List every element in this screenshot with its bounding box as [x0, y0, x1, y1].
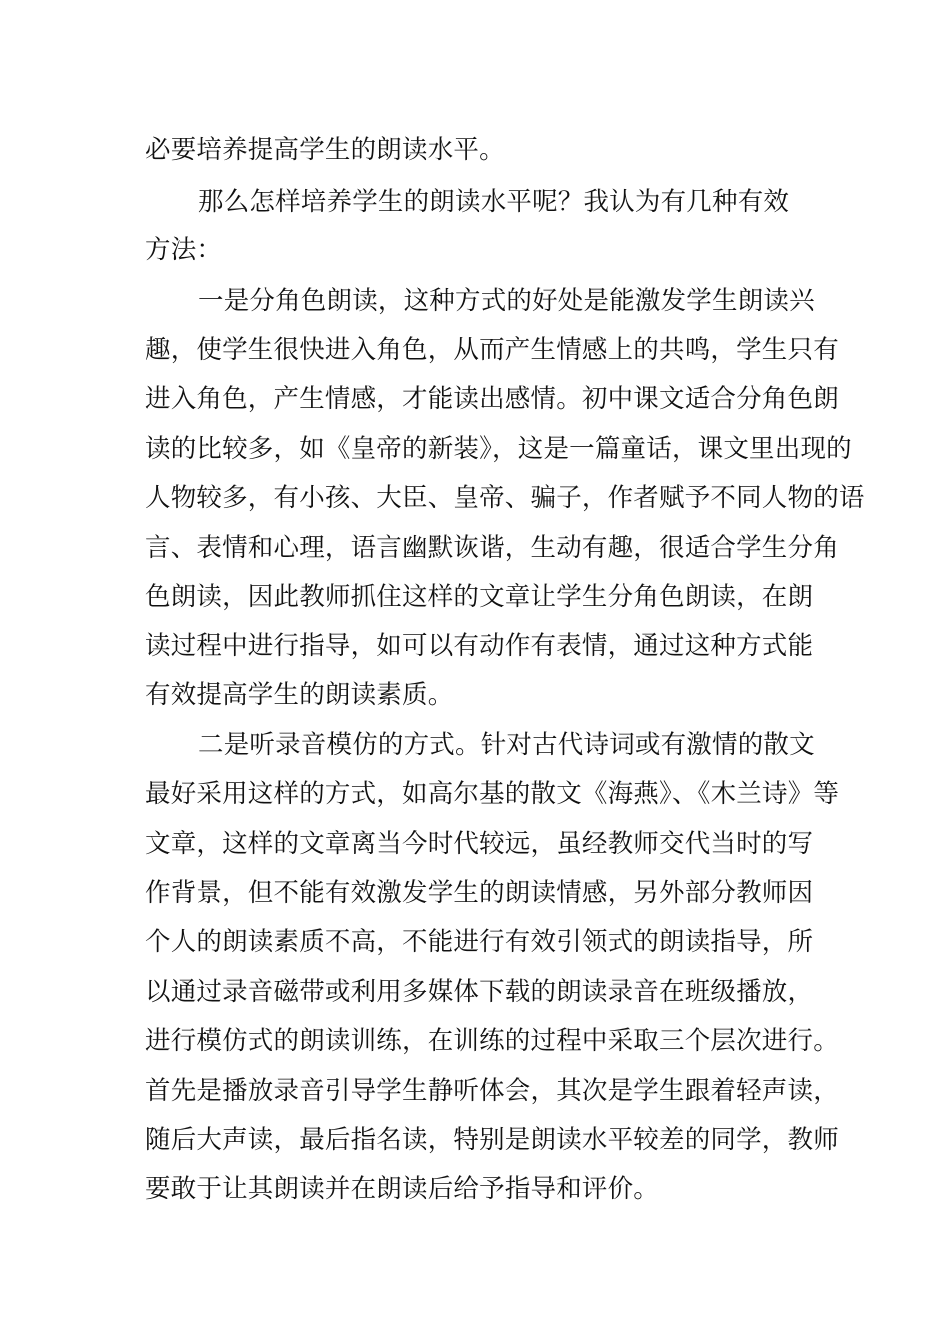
text-line: 随后大声读，最后指名读，特别是朗读水平较差的同学，教师 [145, 1125, 839, 1155]
paragraph-start-line: 一是分角色朗读，这种方式的好处是能激发学生朗读兴 [198, 286, 815, 316]
text-line: 文章，这样的文章离当今时代较远，虽经教师交代当时的写 [145, 829, 814, 859]
text-line: 要敢于让其朗读并在朗读后给予指导和评价。 [145, 1174, 660, 1204]
text-line: 以通过录音磁带或利用多媒体下载的朗读录音在班级播放， [145, 977, 814, 1007]
text-line: 作背景，但不能有效激发学生的朗读情感，另外部分教师因 [145, 878, 814, 908]
text-line: 个人的朗读素质不高，不能进行有效引领式的朗读指导，所 [145, 927, 814, 957]
text-line: 方法： [145, 235, 223, 265]
text-line: 必要培养提高学生的朗读水平。 [145, 135, 505, 165]
paragraph-start-line: 那么怎样培养学生的朗读水平呢？我认为有几种有效 [198, 187, 790, 217]
text-line: 读过程中进行指导，如可以有动作有表情，通过这种方式能 [145, 631, 814, 661]
text-line: 读的比较多，如《皇帝的新装》，这是一篇童话，课文里出现的 [145, 434, 852, 464]
paragraph-start-line: 二是听录音模仿的方式。针对古代诗词或有激情的散文 [198, 730, 815, 760]
text-line: 言、表情和心理，语言幽默诙谐，生动有趣，很适合学生分角 [145, 533, 839, 563]
text-line: 人物较多，有小孩、大臣、皇帝、骗子，作者赋予不同人物的语 [145, 483, 865, 513]
text-line: 进行模仿式的朗读训练，在训练的过程中采取三个层次进行。 [145, 1026, 839, 1056]
text-line: 最好采用这样的方式，如高尔基的散文《海燕》、《木兰诗》等 [145, 779, 840, 809]
text-line: 色朗读，因此教师抓住这样的文章让学生分角色朗读，在朗 [145, 582, 814, 612]
text-line: 首先是播放录音引导学生静听体会，其次是学生跟着轻声读， [145, 1076, 839, 1106]
text-line: 有效提高学生的朗读素质。 [145, 680, 454, 710]
text-line: 进入角色，产生情感，才能读出感情。初中课文适合分角色朗 [145, 384, 839, 414]
text-line: 趣，使学生很快进入角色，从而产生情感上的共鸣，学生只有 [145, 335, 839, 365]
